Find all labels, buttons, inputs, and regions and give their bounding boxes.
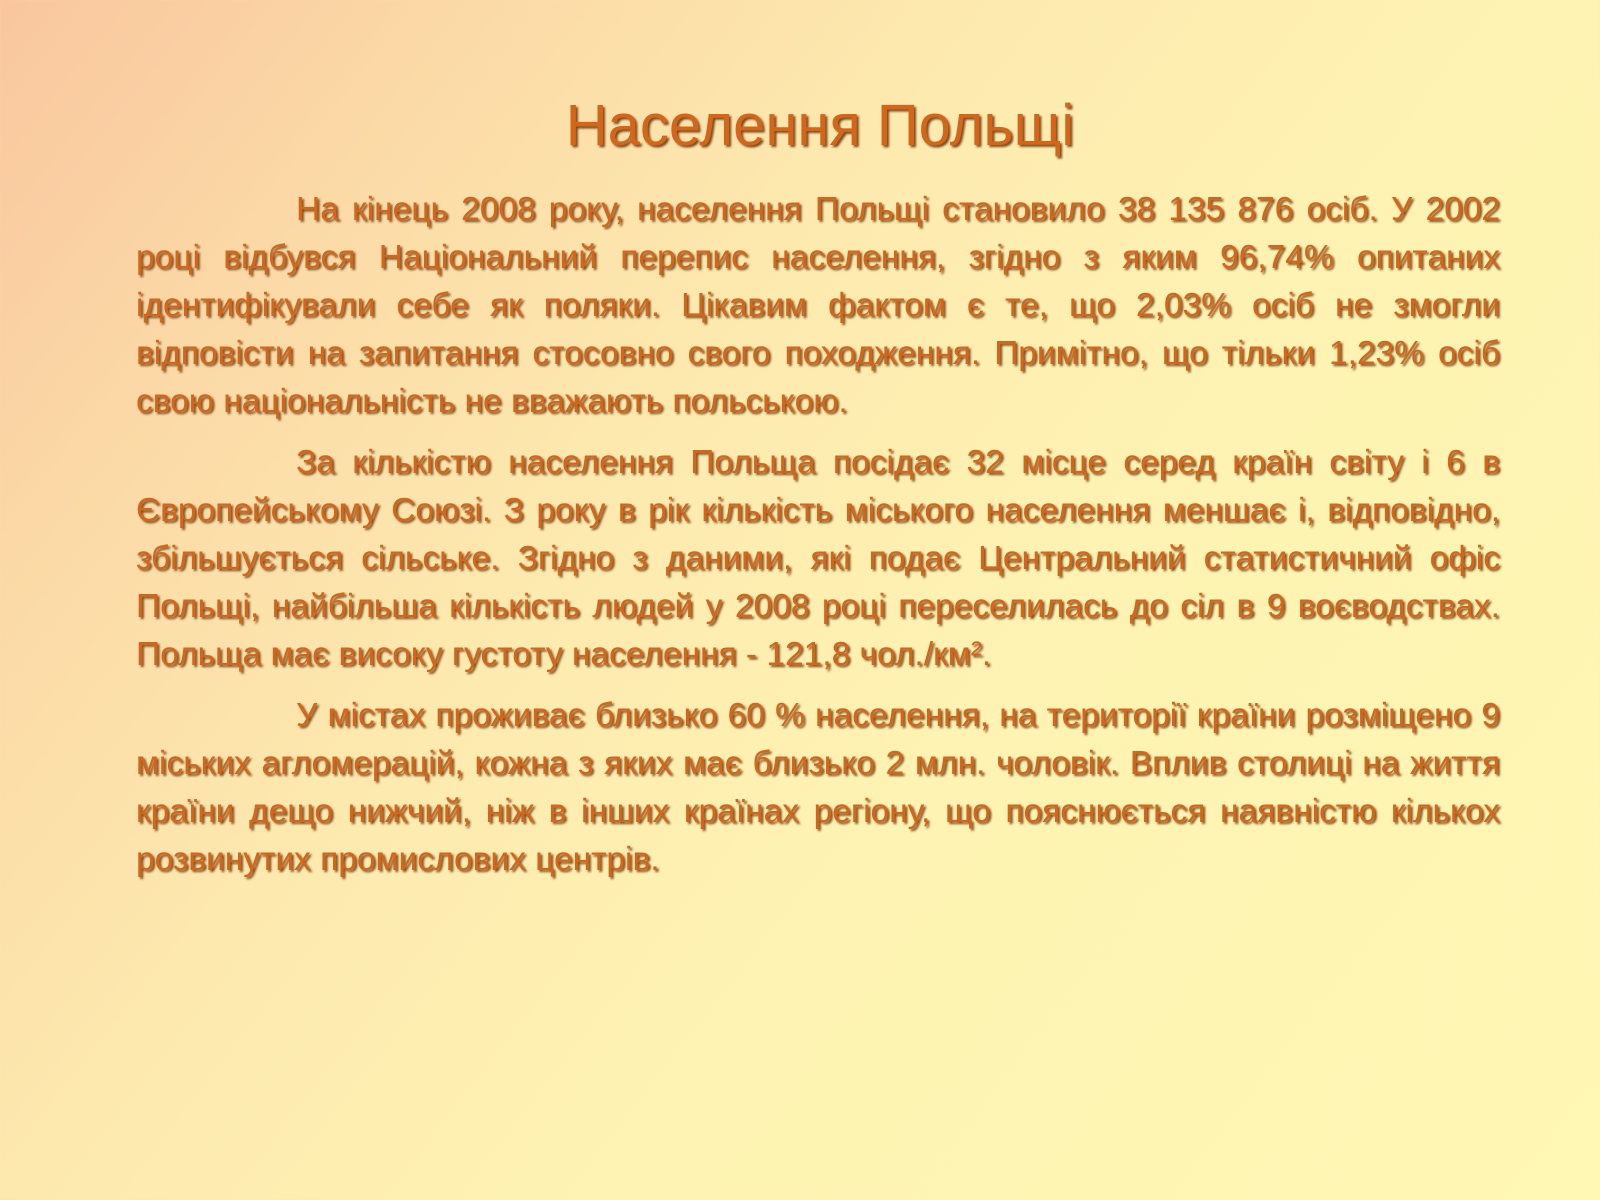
- paragraph-urban-population: У містах проживає близько 60 % населення, на території країни розміщено 9 міських агломерацій, кожна з яких має близько 2 млн. чоловік. Вплив столиці на життя країни дещо нижчий, ніж в інших країнах регіону, що пояснюється наявністю кількох розвинутих промислових центрів.: [136, 697, 1500, 878]
- paragraph-population-2008: На кінець 2008 року, населення Польщі становило 38 135 876 осіб. У 2002 році відбувся Національний перепис населення, згідно з яким 96,74% опитаних ідентифікували себе як поляки. Цікавим фактом є те, що 2,03% осіб не змогли відповісти на запитання стосовно свого походження. Примітно, що тільки 1,23% осіб свою національність не вважають польською.: [136, 191, 1500, 420]
- slide-title: Населення Польщі: [565, 93, 1075, 158]
- paragraph-population-rank: За кількістю населення Польща посідає 32 місце серед країн світу і 6 в Європейському Союзі. З року в рік кількість міського населення меншає і, відповідно, збільшується сільське. Згідно з даними, які подає Центральний статистичний офіс Польщі, найбільша кількість людей у 2008 році переселилась до сіл в 9 воєводствах. Польща має високу густоту населення - 121,8 чол./км².: [136, 444, 1500, 673]
- slide-body: [136, 186, 1500, 897]
